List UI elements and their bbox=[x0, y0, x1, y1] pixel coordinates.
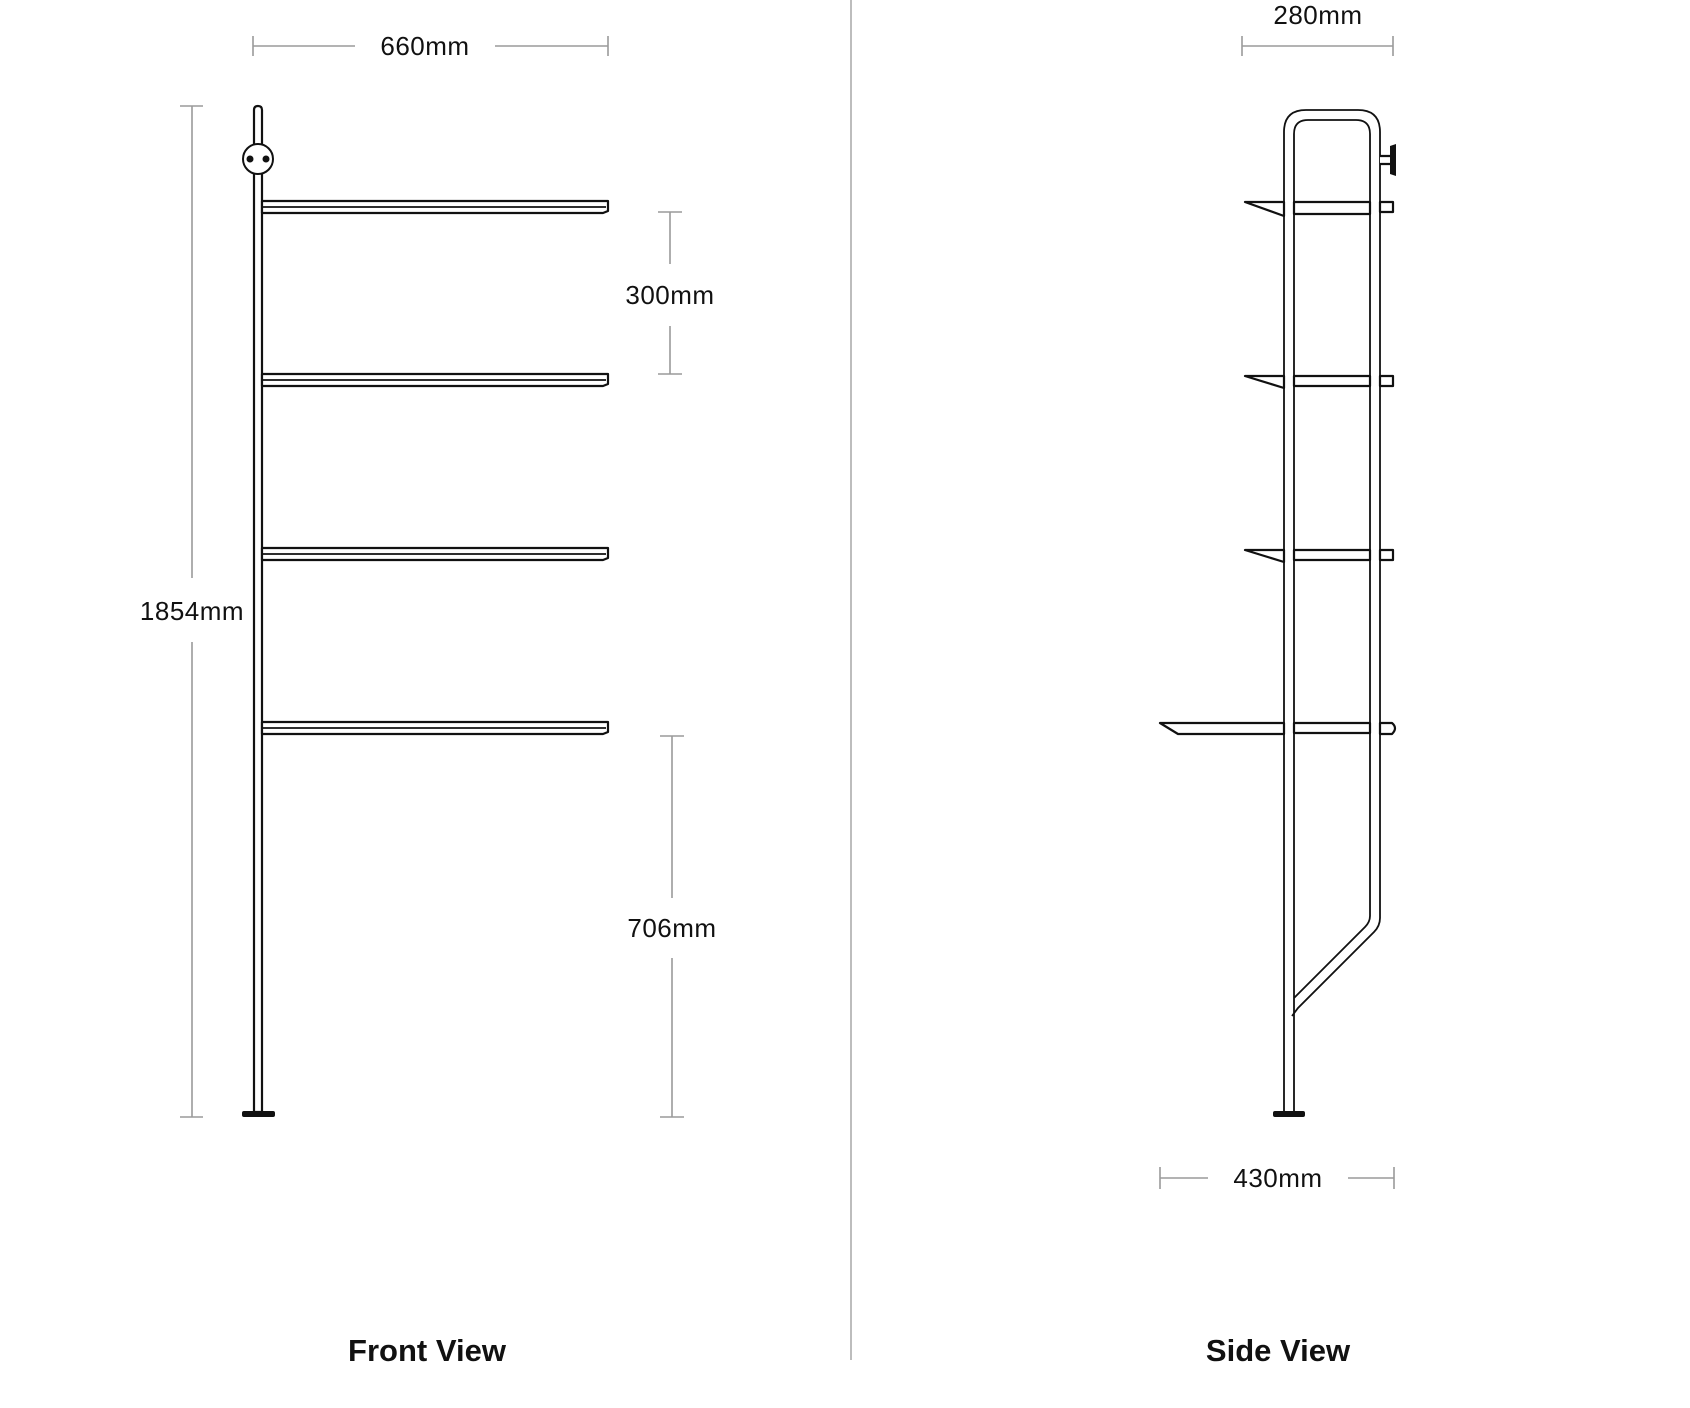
side-frame-outer bbox=[1284, 110, 1380, 1114]
front-shelf bbox=[262, 548, 608, 560]
front-clearance-dimension bbox=[627, 736, 716, 1117]
front-foot bbox=[242, 1111, 275, 1117]
front-spacing-label: 300mm bbox=[625, 280, 715, 310]
front-clearance-label: 706mm bbox=[627, 913, 717, 943]
front-view-caption: Front View bbox=[348, 1333, 506, 1368]
front-shelf bbox=[262, 722, 608, 734]
side-bottom-depth-label: 430mm bbox=[1233, 1163, 1323, 1193]
front-upright-post bbox=[254, 106, 262, 1112]
front-shelf bbox=[262, 374, 608, 386]
side-shelf bbox=[1245, 550, 1393, 562]
side-shelf bbox=[1160, 723, 1395, 734]
front-view bbox=[140, 31, 717, 1368]
front-shelf bbox=[262, 201, 608, 213]
front-height-dimension bbox=[140, 106, 244, 1117]
side-view bbox=[1160, 0, 1396, 1368]
side-shelf bbox=[1245, 202, 1393, 216]
side-top-depth-dimension bbox=[1242, 0, 1393, 56]
side-foot bbox=[1273, 1111, 1305, 1117]
side-top-depth-label: 280mm bbox=[1273, 0, 1363, 30]
front-width-dimension bbox=[253, 31, 608, 61]
front-width-label: 660mm bbox=[380, 31, 470, 61]
front-spacing-dimension bbox=[625, 212, 714, 374]
side-shelf bbox=[1245, 376, 1393, 388]
front-height-label: 1854mm bbox=[139, 596, 245, 626]
front-wall-bracket bbox=[243, 144, 273, 174]
side-bottom-depth-dimension bbox=[1160, 1163, 1394, 1193]
side-wall-bracket bbox=[1380, 144, 1396, 176]
side-frame-inner bbox=[1294, 120, 1370, 1114]
side-view-caption: Side View bbox=[1205, 1333, 1351, 1368]
